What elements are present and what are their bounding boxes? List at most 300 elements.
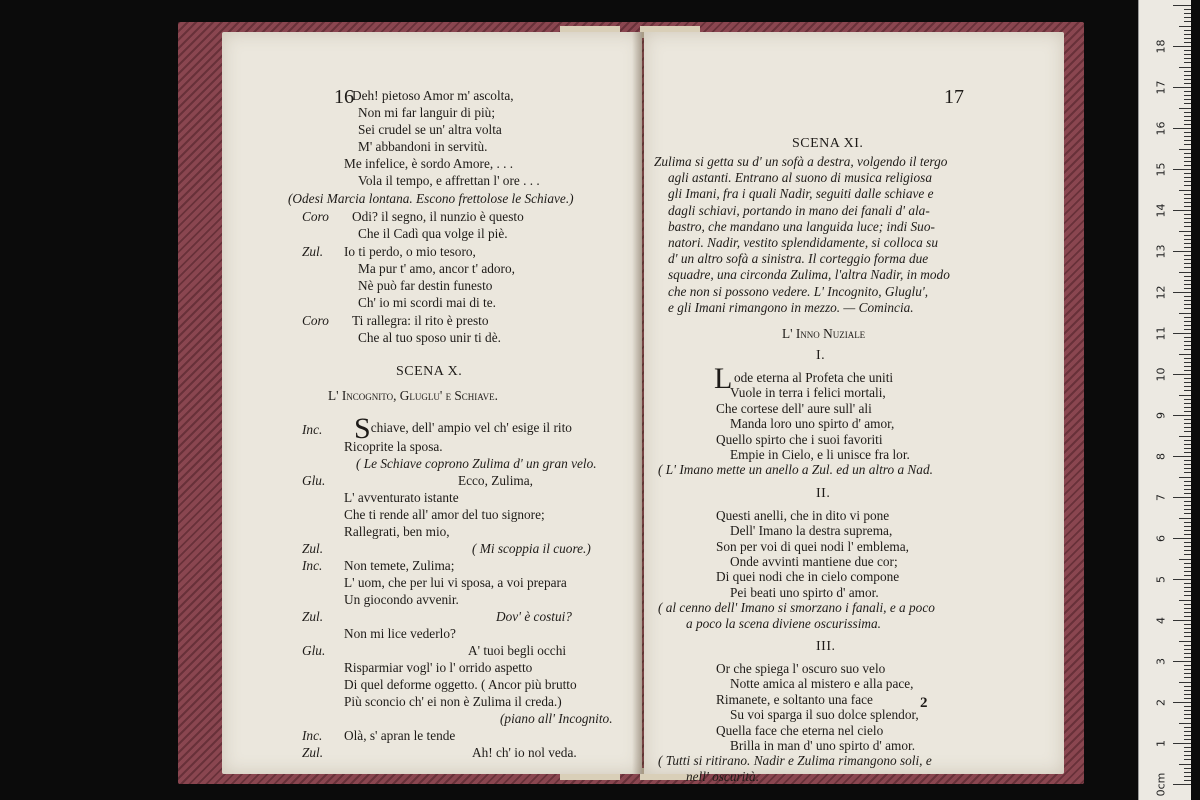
verse-line: Sei crudel se un' altra volta (358, 122, 502, 137)
ruler-tick (1184, 9, 1191, 10)
verse-line: Odi? il segno, il nunzio è questo (352, 209, 524, 224)
verse-line: Ma pur t' amo, ancor t' adoro, (358, 261, 515, 276)
verse-line: Non temete, Zulima; (344, 558, 455, 573)
ruler-tick (1179, 764, 1191, 765)
ruler-tick (1184, 645, 1191, 646)
verse-line: Risparmiar vogl' io l' orrido aspetto (344, 660, 533, 675)
ruler-tick (1184, 407, 1191, 408)
ruler-tick (1184, 358, 1191, 359)
ruler-number: 17 (1154, 80, 1168, 95)
ruler-tick (1173, 374, 1191, 375)
ruler-tick (1179, 395, 1191, 396)
ruler-tick (1184, 710, 1191, 711)
ruler-tick (1184, 776, 1191, 777)
hymn-line: Notte amica al mistero e alla pace, (730, 676, 914, 692)
ruler-tick (1179, 231, 1191, 232)
ruler-tick (1184, 534, 1191, 535)
ruler-tick (1184, 34, 1191, 35)
ruler-tick (1173, 87, 1191, 88)
ruler-tick (1184, 120, 1191, 121)
ruler-tick (1179, 518, 1191, 519)
ruler-tick (1173, 5, 1191, 6)
ruler-tick (1173, 497, 1191, 498)
ruler-tick (1184, 546, 1191, 547)
ruler-tick (1184, 321, 1191, 322)
ruler-number: 11 (1154, 326, 1168, 341)
ruler-tick (1179, 641, 1191, 642)
ruler-tick (1184, 341, 1191, 342)
ruler-tick (1184, 329, 1191, 330)
ruler-tick (1184, 153, 1191, 154)
ruler-number: 1 (1154, 740, 1168, 747)
ruler-tick (1184, 718, 1191, 719)
ruler-tick (1184, 714, 1191, 715)
ruler-tick (1173, 128, 1191, 129)
ruler-tick (1184, 403, 1191, 404)
ruler-tick (1184, 690, 1191, 691)
ruler-tick (1184, 288, 1191, 289)
ruler-tick (1184, 284, 1191, 285)
ruler-number: 15 (1154, 162, 1168, 177)
stage-direction-line: Zulima si getta su d' un sofà a destra, volgendo il tergo (654, 154, 948, 169)
hymn-line: Rimanete, e soltanto una face (716, 691, 873, 707)
verse-line: Ti rallegra: il rito è presto (352, 313, 489, 328)
ruler-tick (1179, 272, 1191, 273)
verse-line: L' uom, che per lui vi sposa, a voi prepara (344, 575, 567, 590)
ruler-tick (1173, 46, 1191, 47)
ruler-tick (1184, 382, 1191, 383)
ruler-tick (1179, 682, 1191, 683)
ruler-tick (1179, 190, 1191, 191)
ruler-tick (1184, 345, 1191, 346)
ruler-tick (1184, 185, 1191, 186)
ruler-tick (1184, 727, 1191, 728)
ruler-number: 8 (1154, 453, 1168, 460)
ruler-tick (1173, 292, 1191, 293)
verse-line: M' abbandoni in servitù. (358, 139, 488, 154)
ruler-tick (1184, 399, 1191, 400)
ruler-tick (1184, 116, 1191, 117)
ruler-tick (1184, 370, 1191, 371)
ruler-tick (1184, 304, 1191, 305)
ruler-tick (1184, 653, 1191, 654)
ruler-tick (1184, 522, 1191, 523)
hymn-line: Di quei nodi che in cielo compone (716, 569, 900, 585)
verse-line: Nè può far destin funesto (358, 278, 493, 293)
ruler-tick (1184, 247, 1191, 248)
ruler-tick (1184, 649, 1191, 650)
ruler-tick (1184, 362, 1191, 363)
ruler-tick (1184, 587, 1191, 588)
ruler-tick (1184, 747, 1191, 748)
ruler-tick (1184, 42, 1191, 43)
speaker-label: Zul. (302, 745, 324, 760)
ruler-tick (1184, 386, 1191, 387)
ruler-tick (1173, 169, 1191, 170)
hymn-line: Or che spiega l' oscuro suo velo (716, 661, 886, 676)
stage-direction-line: natori. Nadir, vestito splendidamente, si colloca su (668, 235, 938, 250)
ruler-tick (1179, 600, 1191, 601)
ruler-tick (1179, 723, 1191, 724)
ruler-tick (1179, 108, 1191, 109)
verse-line: Io ti perdo, o mio tesoro, (344, 244, 476, 259)
verse-line: Più sconcio ch' ei non è Zulima il creda.) (344, 694, 562, 709)
section-numeral: II. (816, 485, 831, 501)
verse-line: Che al tuo sposo unir ti dè. (358, 330, 501, 345)
ruler-tick (1184, 202, 1191, 203)
ruler-tick (1184, 755, 1191, 756)
ruler-tick (1179, 149, 1191, 150)
ruler-tick (1184, 669, 1191, 670)
verse-line: L' Incognito, Gluglu' e Schiave. (328, 388, 498, 403)
ruler-tick (1179, 67, 1191, 68)
ruler-tick (1184, 731, 1191, 732)
stage-direction-line: gli Imani, fra i quali Nadir, seguiti dalle schiave e (668, 186, 934, 202)
dropcap-letter: L (714, 362, 733, 395)
ruler-tick (1184, 493, 1191, 494)
ruler-tick (1184, 419, 1191, 420)
ruler-tick (1173, 538, 1191, 539)
ruler-tick (1184, 526, 1191, 527)
ruler-tick (1184, 563, 1191, 564)
verse-line: (Odesi Marcia lontana. Escono frettolose le Schiave.) (288, 191, 574, 206)
ruler-tick (1184, 751, 1191, 752)
stage-direction-line: ( L' Imano mette un anello a Zul. ed un altro a Nad. (658, 462, 933, 478)
ruler-number: 2 (1154, 699, 1168, 706)
section-numeral: III. (816, 639, 836, 654)
ruler-tick (1184, 575, 1191, 576)
ruler-tick (1184, 144, 1191, 145)
ruler-tick (1179, 477, 1191, 478)
hymn-line: Vuole in terra i felici mortali, (730, 385, 886, 401)
stage-direction-line: agli astanti. Entrano al suono di musica religiosa (668, 170, 932, 186)
ruler-tick (1184, 706, 1191, 707)
ruler-tick (1184, 780, 1191, 781)
ruler-tick (1184, 772, 1191, 773)
ruler-tick (1184, 632, 1191, 633)
hymn-line: Su voi sparga il suo dolce splendor, (730, 707, 919, 723)
scene-title: SCENA XI. (792, 136, 864, 151)
ruler-tick (1184, 390, 1191, 391)
ruler-tick (1173, 210, 1191, 211)
ruler-number: 0cm (1154, 772, 1168, 797)
ruler-tick (1184, 38, 1191, 39)
ruler-tick (1184, 501, 1191, 502)
ruler-tick (1179, 26, 1191, 27)
signature-mark: 2 (920, 695, 928, 711)
ruler-tick (1184, 177, 1191, 178)
verse-text: chiave, dell' ampio vel ch' esige il rito (370, 420, 572, 435)
ruler-tick (1184, 95, 1191, 96)
stage-direction-line: ( Tutti si ritirano. Nadir e Zulima rimangono soli, e (658, 753, 932, 769)
ruler-tick (1184, 58, 1191, 59)
verse-line: Me infelice, è sordo Amore, . . . (344, 156, 514, 171)
stage-direction-line: squadre, una circonda Zulima, l'altra Nadir, in modo (668, 267, 950, 283)
ruler-tick (1184, 460, 1191, 461)
verse-line: Ah! ch' io nol veda. (472, 745, 577, 760)
verse-line: Vola il tempo, e affrettan l' ore . . . (358, 173, 540, 188)
ruler-tick (1184, 686, 1191, 687)
ruler-tick (1173, 579, 1191, 580)
ruler-number: 10 (1154, 367, 1168, 382)
ruler-tick (1184, 509, 1191, 510)
ruler-tick (1184, 378, 1191, 379)
verse-line: Olà, s' apran le tende (344, 728, 456, 743)
ruler-tick (1184, 468, 1191, 469)
ruler-tick (1184, 513, 1191, 514)
ruler-tick (1184, 124, 1191, 125)
verse-line: Dov' è costui? (496, 609, 572, 624)
ruler-tick (1184, 75, 1191, 76)
ruler-tick (1184, 103, 1191, 104)
stage-direction-line: nell' oscurità. (686, 768, 760, 784)
ruler-tick (1173, 743, 1191, 744)
page-number: 17 (944, 86, 964, 108)
ruler-tick (1179, 354, 1191, 355)
ruler-tick (1184, 99, 1191, 100)
measurement-ruler (1138, 0, 1191, 800)
speaker-label: Inc. (302, 728, 323, 743)
ruler-tick (1184, 21, 1191, 22)
ruler-tick (1184, 239, 1191, 240)
verse-line: Che ti rende all' amor del tuo signore; (344, 507, 545, 522)
stage-direction-line: a poco la scena diviene oscurissima. (686, 615, 881, 631)
verse-line: Non mi far languir di più; (358, 105, 496, 120)
verse-line: ( Le Schiave coprono Zulima d' un gran velo. (356, 456, 597, 471)
ruler-tick (1184, 665, 1191, 666)
ruler-number: 14 (1154, 203, 1168, 218)
ruler-tick (1184, 218, 1191, 219)
ruler-tick (1184, 489, 1191, 490)
ruler-tick (1184, 591, 1191, 592)
ruler-tick (1184, 452, 1191, 453)
speaker-label: Glu. (302, 473, 326, 488)
ruler-number: 7 (1154, 494, 1168, 501)
ruler-tick (1184, 628, 1191, 629)
ruler-number: 4 (1154, 617, 1168, 624)
stage-direction-line: che non si possono vedere. L' Incognito, Gluglu', (668, 283, 929, 299)
ruler-tick (1184, 161, 1191, 162)
ruler-tick (1184, 550, 1191, 551)
ruler-tick (1184, 214, 1191, 215)
ruler-tick (1184, 17, 1191, 18)
ruler-tick (1184, 677, 1191, 678)
hymn-line: Questi anelli, che in dito vi pone (716, 507, 890, 523)
ruler-number: 18 (1154, 39, 1168, 54)
ruler-tick (1184, 505, 1191, 506)
ruler-tick (1184, 165, 1191, 166)
page-number: 16 (334, 86, 354, 108)
ruler-tick (1184, 612, 1191, 613)
hymn-line: Pei beati uno spirto d' amor. (730, 584, 879, 600)
ruler-tick (1184, 71, 1191, 72)
ruler-tick (1184, 140, 1191, 141)
ruler-tick (1173, 456, 1191, 457)
hymn-title: L' Inno Nuziale (782, 326, 866, 341)
ruler-tick (1184, 132, 1191, 133)
ruler-tick (1184, 181, 1191, 182)
ruler-tick (1184, 444, 1191, 445)
hymn-line: Quella face che eterna nel cielo (716, 722, 884, 738)
verse-line: A' tuoi begli occhi (468, 643, 567, 658)
ruler-number: 3 (1154, 658, 1168, 665)
ruler-tick (1173, 333, 1191, 334)
ruler-tick (1184, 624, 1191, 625)
speaker-label: Zul. (302, 609, 324, 624)
ruler-tick (1184, 636, 1191, 637)
ruler-tick (1184, 300, 1191, 301)
ruler-tick (1184, 604, 1191, 605)
stage-direction-line: d' un altro sofà a sinistra. Il corteggio forma due (668, 251, 929, 267)
ruler-tick (1184, 673, 1191, 674)
ruler-tick (1184, 91, 1191, 92)
ruler-tick (1173, 661, 1191, 662)
stage-direction-line: e gli Imani rimangono in mezzo. — Comincia. (668, 299, 914, 315)
ruler-tick (1184, 485, 1191, 486)
ruler-tick (1184, 226, 1191, 227)
verse-line: Che il Cadì qua volge il piè. (358, 226, 508, 241)
ruler-tick (1173, 620, 1191, 621)
ruler-tick (1184, 735, 1191, 736)
ruler-tick (1184, 431, 1191, 432)
verse-line: Non mi lice vederlo? (344, 626, 456, 641)
ruler-tick (1184, 13, 1191, 14)
ruler-tick (1184, 222, 1191, 223)
ruler-tick (1184, 698, 1191, 699)
ruler-tick (1184, 308, 1191, 309)
ruler-tick (1184, 173, 1191, 174)
ruler-tick (1184, 571, 1191, 572)
ruler-tick (1184, 768, 1191, 769)
verse-line: Ecco, Zulima, (458, 473, 533, 488)
ruler-tick (1184, 349, 1191, 350)
verse-line: Un giocondo avvenir. (344, 592, 459, 607)
left-page (222, 32, 642, 774)
ruler-tick (1173, 251, 1191, 252)
speaker-label: Coro (302, 313, 329, 328)
ruler-tick (1184, 554, 1191, 555)
ruler-tick (1184, 83, 1191, 84)
ruler-tick (1184, 616, 1191, 617)
speaker-label: Inc. (302, 558, 323, 573)
ruler-tick (1184, 54, 1191, 55)
ruler-tick (1184, 235, 1191, 236)
ruler-tick (1184, 296, 1191, 297)
hymn-line: Son per voi di quei nodi l' emblema, (716, 538, 909, 554)
ruler-tick (1184, 337, 1191, 338)
ruler-tick (1184, 608, 1191, 609)
verse-line: Ch' io mi scordi mai di te. (358, 295, 496, 310)
ruler-tick (1184, 739, 1191, 740)
ruler-tick (1184, 657, 1191, 658)
ruler-tick (1184, 759, 1191, 760)
stage-direction-line: dagli schiavi, portando in mano dei fanali d' ala- (668, 202, 930, 218)
ruler-tick (1173, 702, 1191, 703)
hymn-line: Quello spirto che i suoi favoriti (716, 431, 883, 447)
hymn-line: Empie in Cielo, e li unisce fra lor. (730, 447, 910, 462)
stage-direction-line: ( al cenno dell' Imano si smorzano i fanali, e a poco (658, 600, 935, 616)
ruler-tick (1184, 243, 1191, 244)
ruler-tick (1184, 542, 1191, 543)
ruler-tick (1184, 567, 1191, 568)
verse-line: Deh! pietoso Amor m' ascolta, (352, 88, 514, 103)
ruler-tick (1184, 530, 1191, 531)
speaker-label: Coro (302, 209, 329, 224)
verse-line: Ricoprite la sposa. (344, 439, 443, 454)
hymn-line: Brilla in man d' uno spirto d' amor. (730, 738, 916, 753)
ruler-tick (1184, 464, 1191, 465)
ruler-tick (1184, 472, 1191, 473)
ruler-tick (1184, 157, 1191, 158)
ruler-tick (1184, 280, 1191, 281)
verse-line: L' avventurato istante (344, 490, 459, 505)
dropcap-letter: S (354, 412, 371, 445)
ruler-number: 5 (1154, 576, 1168, 583)
ruler-tick (1184, 255, 1191, 256)
ruler-tick (1184, 317, 1191, 318)
ruler-tick (1184, 136, 1191, 137)
speaker-label: Zul. (302, 244, 324, 259)
ruler-tick (1184, 198, 1191, 199)
ruler-tick (1184, 440, 1191, 441)
ruler-number: 6 (1154, 535, 1168, 542)
right-page (644, 32, 1064, 784)
ruler-tick (1184, 583, 1191, 584)
ruler-tick (1184, 194, 1191, 195)
ruler-tick (1184, 206, 1191, 207)
ruler-tick (1184, 595, 1191, 596)
ruler-tick (1173, 415, 1191, 416)
ruler-tick (1179, 313, 1191, 314)
ruler-tick (1179, 559, 1191, 560)
ruler-tick (1184, 30, 1191, 31)
ruler-number: 9 (1154, 412, 1168, 419)
verse-line: (piano all' Incognito. (500, 711, 613, 726)
ruler-tick (1184, 263, 1191, 264)
verse-line: SCENA X. (396, 364, 463, 379)
ruler-tick (1184, 423, 1191, 424)
ruler-tick (1184, 481, 1191, 482)
verse-line: Rallegrati, ben mio, (344, 524, 450, 539)
ruler-tick (1184, 50, 1191, 51)
verse-line: Di quel deforme oggetto. ( Ancor più brutto (344, 677, 577, 692)
ruler-number: 13 (1154, 244, 1168, 259)
speaker-label: Inc. (302, 422, 323, 437)
ruler-tick (1184, 112, 1191, 113)
hymn-line: Dell' Imano la destra suprema, (730, 523, 893, 539)
ruler-tick (1184, 427, 1191, 428)
ruler-number: 16 (1154, 121, 1168, 136)
ruler-tick (1184, 259, 1191, 260)
ruler-tick (1184, 366, 1191, 367)
ruler-number: 12 (1154, 285, 1168, 300)
hymn-line: Manda loro uno spirto d' amor, (730, 416, 895, 432)
speaker-label: Zul. (302, 541, 324, 556)
ruler-tick (1179, 436, 1191, 437)
ruler-tick (1184, 276, 1191, 277)
verse-line: ( Mi scoppia il cuore.) (472, 541, 591, 556)
section-numeral: I. (816, 348, 826, 363)
ruler-tick (1184, 694, 1191, 695)
ruler-tick (1184, 411, 1191, 412)
speaker-label: Glu. (302, 643, 326, 658)
hymn-line: Onde avvinti mantiene due cor; (730, 554, 898, 569)
ruler-tick (1184, 79, 1191, 80)
hymn-line: ode eterna al Profeta che uniti L (714, 362, 894, 395)
stage-direction-line: bastro, che mandano una languida luce; indi Suo- (668, 218, 935, 234)
ruler-tick (1184, 448, 1191, 449)
ruler-tick (1173, 784, 1191, 785)
